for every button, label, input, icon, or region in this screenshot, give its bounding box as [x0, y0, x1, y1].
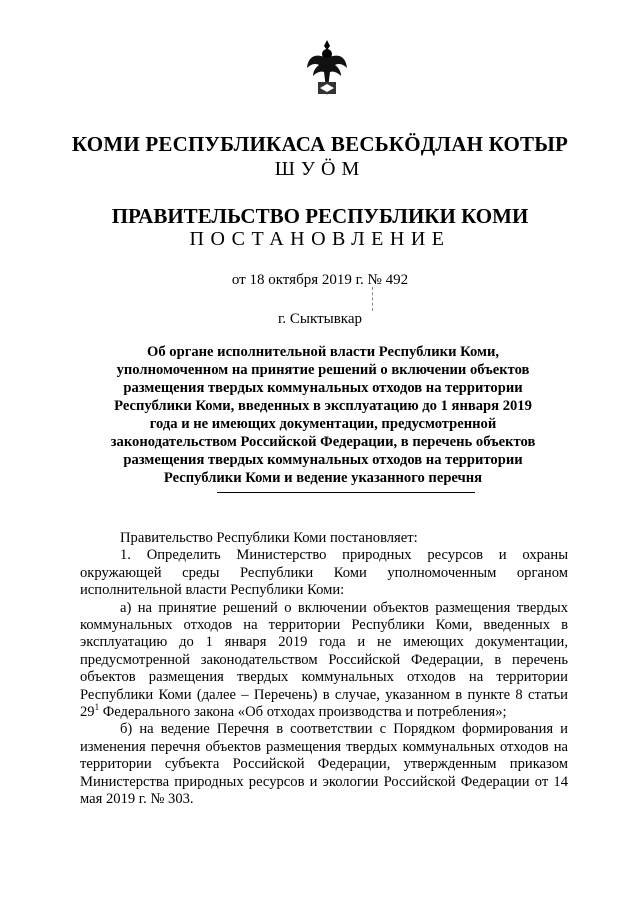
body-paragraph-b: б) на ведение Перечня в соответствии с Порядком формирования и изменения перечня объектов размещения твердых коммунальных отходов на территории субъекта Российской Федерации, утвержденным приказом Министерства природных ресурсов и экологии Российской Федерации от 14 мая 2019 г. № 303. [80, 721, 568, 808]
document-body [80, 530, 568, 809]
paragraph-a-text-end: Федерального закона «Об отходах производства и потребления»; [99, 704, 507, 721]
paragraph-a-superscript: 1 [94, 702, 100, 713]
document-city: г. Сыктывкар [277, 311, 363, 327]
komi-title: КОМИ РЕСПУБЛИКАСА ВЕСЬКӦДЛАН КОТЫР [71, 132, 569, 156]
komi-coat-of-arms-icon [306, 38, 348, 100]
body-paragraph-a [80, 600, 568, 722]
body-intro: Правительство Республики Коми постановляет: [120, 530, 418, 546]
document-heading: Об органе исполнительной власти Республики Коми, уполномоченном на принятие решений о включении объектов размещения твердых коммунальных отходов на территории Республики Коми, введенных в эксплуатацию до 1 января 2019 года и не имеющих документации, предусмотренной законодательством Российской Федерации, в перечень объектов размещения твердых коммунальных отходов на территории Республики Коми и ведение указанного перечня [110, 344, 536, 486]
heading-divider [217, 492, 475, 493]
scan-artifact-line [372, 287, 373, 311]
komi-subtitle: ШУӦМ [274, 158, 366, 180]
document-date: от 18 октября 2019 г. № 492 [231, 272, 409, 288]
document-type-title: ПОСТАНОВЛЕНИЕ [189, 228, 451, 250]
paragraph-a-text: а) на принятие решений о включении объектов размещения твердых коммунальных отходов на территории Республики Коми, введенных в эксплуатацию до 1 января 2019 года и не имеющих документации, предусмотренной законодательством Российской Федерации, в перечень объектов размещения твердых коммунальных отходов на территории Республики Коми (далее – Перечень) в случае, указанном в пункте 8 статьи 29 [80, 599, 568, 721]
body-paragraph-1: 1. Определить Министерство природных ресурсов и охраны окружающей среды Республики Коми уполномоченным органом исполнительной власти Республики Коми: [80, 547, 568, 599]
government-title: ПРАВИТЕЛЬСТВО РЕСПУБЛИКИ КОМИ [111, 204, 529, 228]
